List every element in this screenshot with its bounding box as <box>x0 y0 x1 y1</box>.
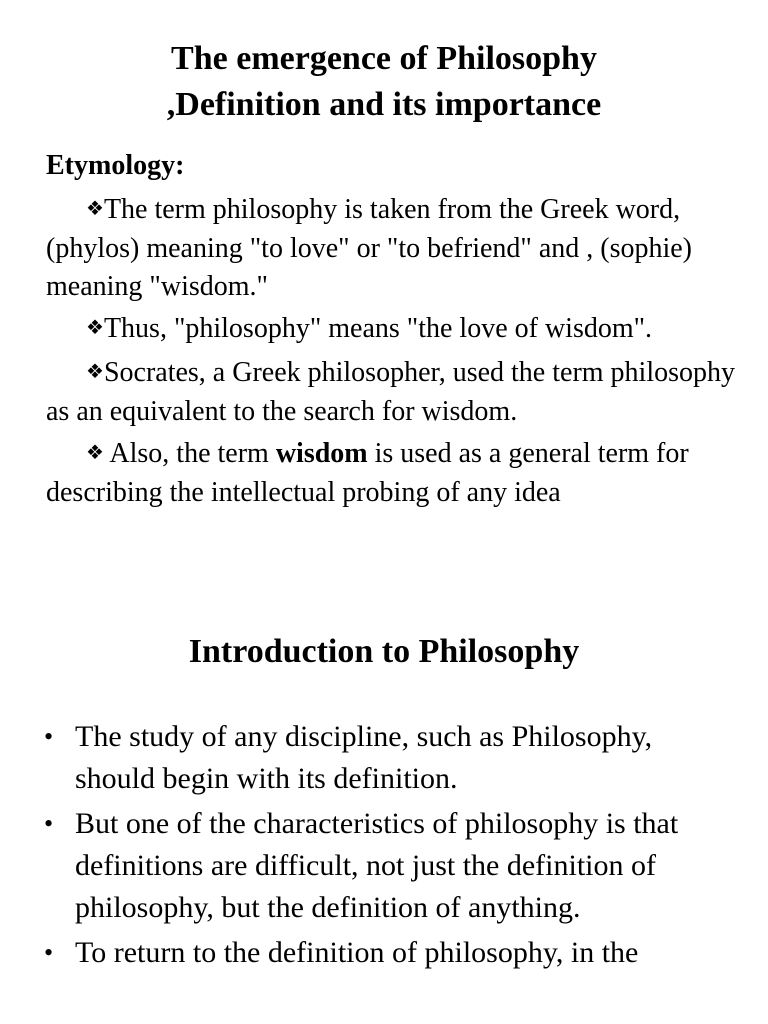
paragraph-text: The term philosophy is taken from the Greek word, (phylos) meaning "to love" or "to befriend" and , (sophie) meaning "wisdom." <box>46 194 693 302</box>
diamond-bullet-icon: ❖ <box>86 196 104 220</box>
section-title: Introduction to Philosophy <box>188 633 580 670</box>
intro-bullet-list <box>0 716 768 977</box>
list-item-text: But one of the characteristics of philosophy is that definitions are difficult, not just the definition of philosophy, but the definition of anything. <box>75 807 679 924</box>
etymology-paragraph-2 <box>46 310 736 349</box>
diamond-bullet-icon: ❖ <box>86 315 104 339</box>
list-item <box>0 716 725 800</box>
etymology-paragraph-4 <box>46 435 736 512</box>
page-title <box>0 36 768 128</box>
paragraph-text-post: is used as a general term for describing the intellectual probing of any idea <box>46 438 689 508</box>
bullet-dot-icon: • <box>44 938 54 967</box>
bullet-dot-icon: • <box>44 722 54 751</box>
list-item <box>0 803 725 929</box>
paragraph-text-pre: Also, the term <box>103 438 276 469</box>
paragraph-bold-term: wisdom <box>275 438 368 469</box>
list-item-text: To return to the definition of philosophy, in the <box>75 936 639 969</box>
title-line-2: ,Definition and its importance <box>166 86 602 123</box>
etymology-heading: Etymology: <box>46 150 185 181</box>
diamond-bullet-icon: ❖ <box>86 440 104 464</box>
bullet-dot-icon: • <box>44 809 54 838</box>
diamond-bullet-icon: ❖ <box>86 359 104 383</box>
etymology-paragraph-3 <box>46 354 736 431</box>
paragraph-text: Socrates, a Greek philosopher, used the term philosophy as an equivalent to the search for wisdom. <box>46 357 736 427</box>
paragraph-text: Thus, "philosophy" means "the love of wisdom". <box>103 313 653 344</box>
list-item <box>0 932 725 974</box>
slide-introduction <box>0 620 768 1024</box>
etymology-paragraph-1 <box>46 191 736 306</box>
title-line-1: The emergence of Philosophy <box>171 40 597 77</box>
list-item-text: The study of any discipline, such as Philosophy, should begin with its definition. <box>75 720 653 795</box>
